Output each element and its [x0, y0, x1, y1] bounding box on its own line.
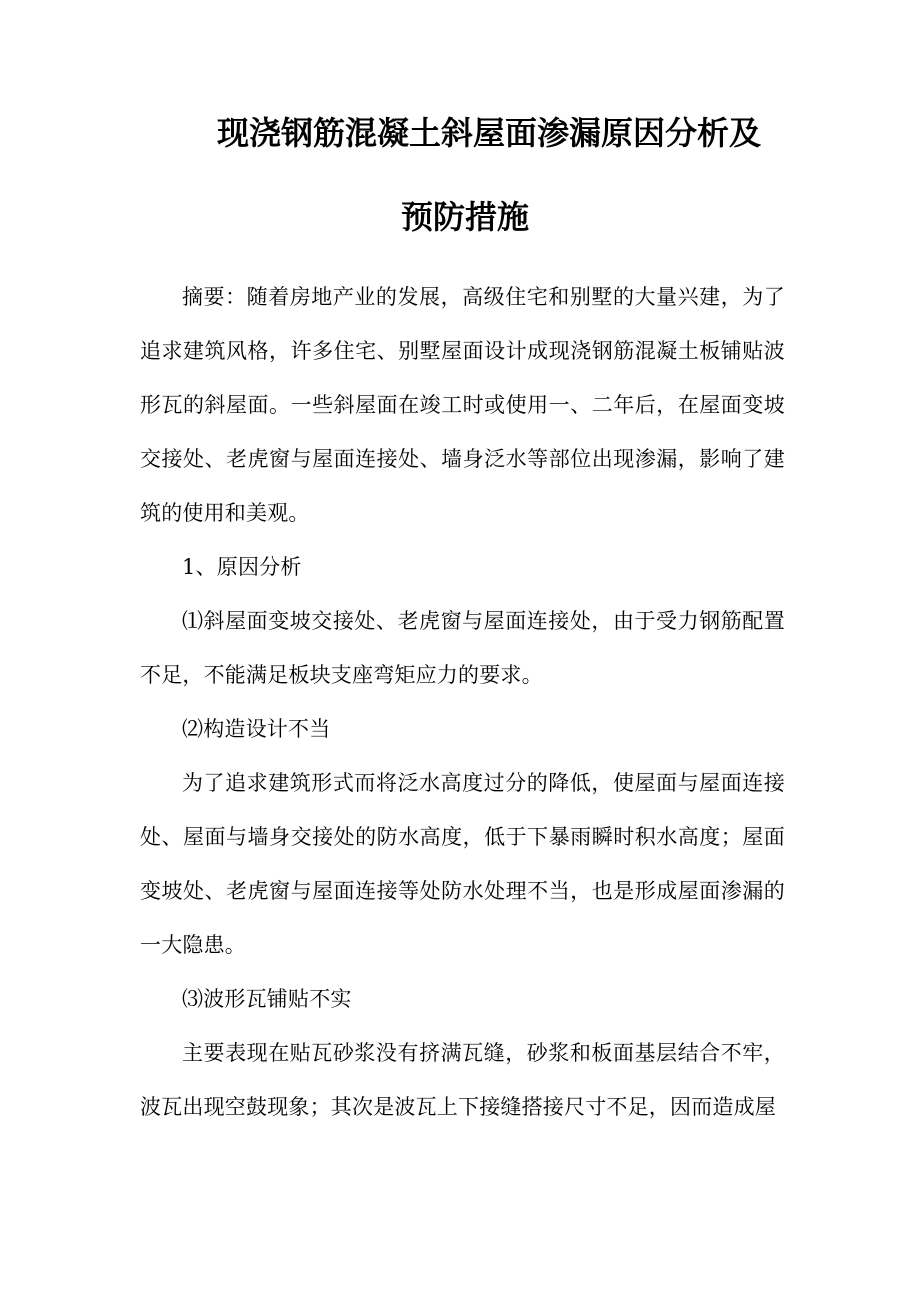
section-heading-cause-analysis: 1、原因分析: [182, 555, 302, 579]
cause-item-3-paragraph: 主要表现在贴瓦砂浆没有挤满瓦缝，砂浆和板面基层结合不牢，波瓦出现空鼓现象；其次是波瓦上下接缝搭接尺寸不足，因而造成屋: [140, 1041, 785, 1119]
cause-item-2-paragraph: 为了追求建筑形式而将泛水高度过分的降低，使屋面与屋面连接处、屋面与墙身交接处的防水高度，低于下暴雨瞬时积水高度；屋面变坡处、老虎窗与屋面连接等处防水处理不当，也是形成屋面渗漏的一大隐患。: [140, 771, 785, 957]
cause-item-1-paragraph: ⑴斜屋面变坡交接处、老虎窗与屋面连接处，由于受力钢筋配置不足，不能满足板块支座弯矩应力的要求。: [140, 609, 785, 687]
document-body: [140, 270, 785, 1134]
cause-item-3-heading: ⑶波形瓦铺贴不实: [182, 987, 352, 1011]
abstract-paragraph: 摘要：随着房地产业的发展，高级住宅和别墅的大量兴建，为了追求建筑风格，许多住宅、别墅屋面设计成现浇钢筋混凝土板铺贴波形瓦的斜屋面。一些斜屋面在竣工时或使用一、二年后，在屋面变坡交接处、老虎窗与屋面连接处、墙身泛水等部位出现渗漏，影响了建筑的使用和美观。: [140, 285, 785, 525]
cause-item-2-heading: ⑵构造设计不当: [182, 717, 331, 741]
document-title-line-1: 现浇钢筋混凝土斜屋面渗漏原因分析及: [217, 114, 762, 152]
document-title-line-2: 预防措施: [400, 198, 529, 236]
